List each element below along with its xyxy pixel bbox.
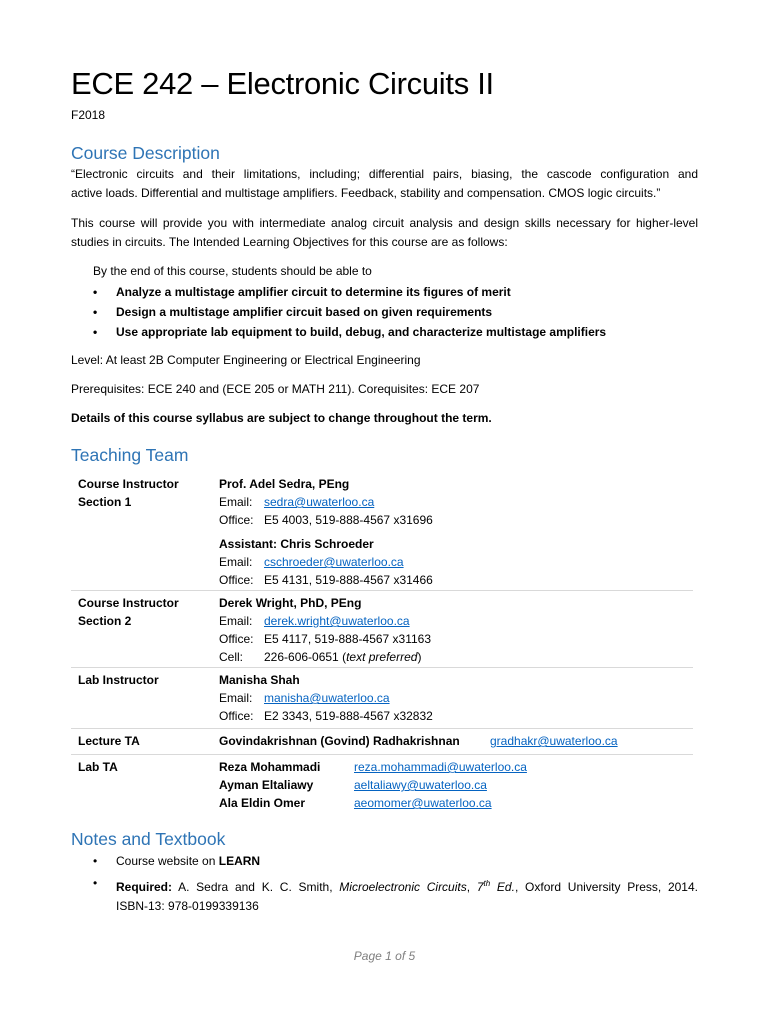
role-cell <box>78 594 179 630</box>
office-label: Office: <box>219 709 254 723</box>
bullet-icon: • <box>93 854 98 868</box>
table-row <box>71 591 693 668</box>
office-value: E5 4117, 519-888-4567 x31163 <box>264 632 432 646</box>
textbook-isbn: ISBN-13: 978-0199339136 <box>116 899 259 913</box>
teaching-team-heading: Teaching Team <box>71 445 189 465</box>
role-cell <box>78 732 140 750</box>
level-text: Level: At least 2B Computer Engineering or Electrical Engineering <box>71 353 421 367</box>
cell-note: text preferred <box>346 650 418 664</box>
intro-line: studies in circuits. The Intended Learning Objectives for this course are as follows: <box>71 235 508 249</box>
notes-list <box>93 852 698 916</box>
email-label: Email: <box>219 555 253 569</box>
office-value: E5 4131, 519-888-4567 x31466 <box>264 573 433 587</box>
bullet-icon: • <box>93 876 98 890</box>
textbook-publisher: , Oxford University Press, 2014. <box>514 880 698 894</box>
required-label: Required: <box>116 880 173 894</box>
quote-line: active loads. Differential and multistage amplifiers. Feedback, stability and compensation. CMOS logic circuits.” <box>71 186 661 200</box>
textbook-authors: A. Sedra and K. C. Smith, <box>172 880 340 894</box>
objectives-list <box>93 283 606 343</box>
prerequisites-text: Prerequisites: ECE 240 and (ECE 205 or MATH 211). Corequisites: ECE 207 <box>71 382 480 396</box>
textbook-line <box>116 874 698 897</box>
email-link[interactable]: sedra@uwaterloo.ca <box>264 495 375 509</box>
list-item <box>93 852 698 871</box>
office-label: Office: <box>219 632 254 646</box>
textbook-title: Microelectronic Circuits <box>339 880 467 894</box>
email-label: Email: <box>219 495 253 509</box>
objective-text: Use appropriate lab equipment to build, debug, and characterize multistage amplifiers <box>116 325 607 339</box>
role-label: Course Instructor <box>78 477 179 491</box>
email-link[interactable]: aeomomer@uwaterloo.ca <box>354 796 492 810</box>
ta-name: Ayman Eltaliawy <box>219 778 314 792</box>
person-cell <box>219 475 433 589</box>
table-row <box>71 668 693 729</box>
ta-name: Govindakrishnan (Govind) Radhakrishnan <box>219 734 460 748</box>
bullet-icon: • <box>93 305 98 319</box>
email-link[interactable]: aeltaliawy@uwaterloo.ca <box>354 778 487 792</box>
role-cell <box>78 758 118 776</box>
intro-line: This course will provide you with intermediate analog circuit analysis and design skills necessary for higher-level <box>71 216 698 230</box>
objective-text: Design a multistage amplifier circuit based on given requirements <box>116 305 493 319</box>
course-description-heading: Course Description <box>71 143 220 163</box>
table-row <box>71 729 693 755</box>
syllabus-page <box>71 0 698 1024</box>
learn-label: LEARN <box>218 854 261 868</box>
email-link[interactable]: gradhakr@uwaterloo.ca <box>490 734 618 748</box>
office-label: Office: <box>219 573 254 587</box>
person-cell <box>219 594 431 666</box>
edition-label: Ed. <box>490 880 515 894</box>
person-cell <box>219 671 433 725</box>
list-item <box>93 874 698 916</box>
ta-name: Reza Mohammadi <box>219 760 321 774</box>
list-item <box>93 283 606 303</box>
role-label: Lecture TA <box>78 734 140 748</box>
role-label: Lab Instructor <box>78 673 159 687</box>
notes-textbook-heading: Notes and Textbook <box>71 829 226 849</box>
email-label: Email: <box>219 614 253 628</box>
email-label: Email: <box>219 691 253 705</box>
quote-line: “Electronic circuits and their limitations, including; differential pairs, biasing, the cascode configuration and <box>71 167 698 181</box>
page-footer: Page 1 of 5 <box>353 949 416 963</box>
objectives-intro: By the end of this course, students should be able to <box>93 264 372 278</box>
office-label: Office: <box>219 513 254 527</box>
document-title: ECE 242 – Electronic Circuits II <box>71 66 494 101</box>
list-item <box>93 323 606 343</box>
note-text: Course website on <box>116 854 219 868</box>
section-label: Section 2 <box>78 614 132 628</box>
ta-name: Ala Eldin Omer <box>219 796 306 810</box>
table-row <box>71 472 693 591</box>
office-value: E2 3343, 519-888-4567 x32832 <box>264 709 433 723</box>
instructor-name: Manisha Shah <box>219 673 300 687</box>
cell-label: Cell: <box>219 650 244 664</box>
edition-suffix: th <box>483 879 491 888</box>
edition-number: 7 <box>476 880 484 894</box>
role-label: Course Instructor <box>78 596 179 610</box>
course-description-quote <box>71 165 698 203</box>
bullet-icon: • <box>93 325 98 339</box>
instructor-name: Prof. Adel Sedra, PEng <box>219 477 350 491</box>
role-label: Lab TA <box>78 760 118 774</box>
objective-text: Analyze a multistage amplifier circuit to determine its figures of merit <box>116 285 511 299</box>
assistant-name: Assistant: Chris Schroeder <box>219 537 374 551</box>
role-cell <box>78 475 179 511</box>
email-link[interactable]: cschroeder@uwaterloo.ca <box>264 555 404 569</box>
email-link[interactable]: derek.wright@uwaterloo.ca <box>264 614 410 628</box>
section-label: Section 1 <box>78 495 132 509</box>
syllabus-notice: Details of this course syllabus are subject to change throughout the term. <box>71 411 492 425</box>
table-row <box>71 755 693 815</box>
textbook-edition <box>477 880 515 894</box>
role-cell <box>78 671 159 689</box>
email-link[interactable]: reza.mohammadi@uwaterloo.ca <box>354 760 527 774</box>
office-value: E5 4003, 519-888-4567 x31696 <box>264 513 433 527</box>
separator: , <box>466 880 477 894</box>
term-label: F2018 <box>71 108 106 122</box>
bullet-icon: • <box>93 285 98 299</box>
cell-value: 226-606-0651 ( <box>264 650 347 664</box>
list-item <box>93 303 606 323</box>
instructor-name: Derek Wright, PhD, PEng <box>219 596 362 610</box>
email-link[interactable]: manisha@uwaterloo.ca <box>264 691 390 705</box>
course-intro-paragraph <box>71 214 698 252</box>
cell-close: ) <box>417 650 422 664</box>
